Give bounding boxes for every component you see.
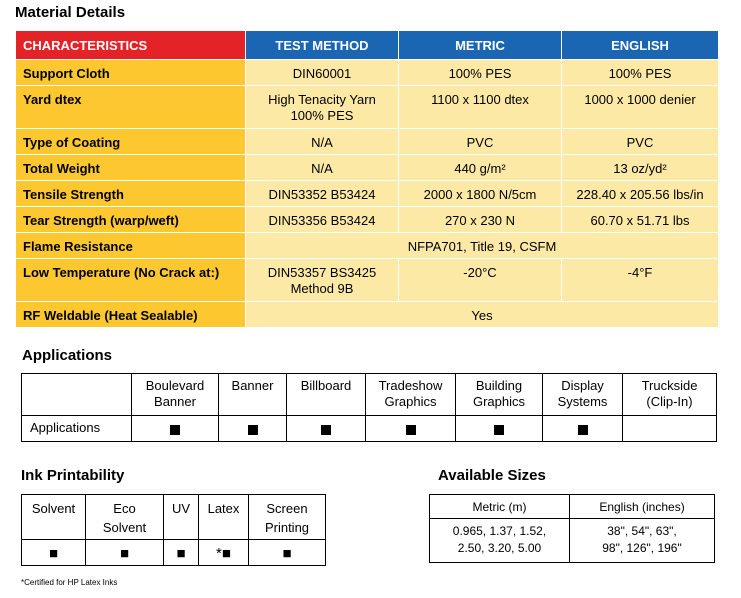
material-test-value: DIN60001 <box>246 60 399 86</box>
ink-mark-cell: ■ <box>86 540 164 566</box>
ink-header: Solvent <box>22 495 86 540</box>
material-details-title: Material Details <box>15 4 126 21</box>
material-test-value: DIN53356 B53424 <box>246 207 399 233</box>
application-check-cell <box>623 416 717 442</box>
material-details-table <box>15 30 719 328</box>
ink-marks-row <box>22 540 326 566</box>
application-check-cell <box>456 416 543 442</box>
material-row <box>16 155 719 181</box>
material-row <box>16 302 719 328</box>
header-test-method: TEST METHOD <box>246 31 399 60</box>
material-test-value: DIN53352 B53424 <box>246 181 399 207</box>
material-english-value: -4°F <box>562 259 719 302</box>
material-row-label: Tear Strength (warp/weft) <box>16 207 246 233</box>
ink-header: Latex <box>199 495 249 540</box>
ink-header: Screen Printing <box>249 495 326 540</box>
sizes-metric-values: 0.965, 1.37, 1.52, 2.50, 3.20, 5.00 <box>430 519 570 563</box>
application-check-cell <box>543 416 623 442</box>
material-english-value: PVC <box>562 129 719 155</box>
material-merged-value: Yes <box>246 302 719 328</box>
ink-header: Eco Solvent <box>86 495 164 540</box>
material-row-label: Tensile Strength <box>16 181 246 207</box>
material-english-value: 13 oz/yd² <box>562 155 719 181</box>
header-characteristics: CHARACTERISTICS <box>16 31 246 60</box>
check-square-icon <box>248 425 258 435</box>
material-row <box>16 181 719 207</box>
application-check-cell <box>287 416 366 442</box>
available-sizes-title: Available Sizes <box>438 467 546 484</box>
header-english: ENGLISH <box>562 31 719 60</box>
applications-title: Applications <box>22 347 113 364</box>
material-test-value: N/A <box>246 155 399 181</box>
header-metric: METRIC <box>399 31 562 60</box>
material-metric-value: 1100 x 1100 dtex <box>399 86 562 129</box>
material-row-label: Yard dtex <box>16 86 246 129</box>
material-english-value: 100% PES <box>562 60 719 86</box>
material-row-label: Flame Resistance <box>16 233 246 259</box>
ink-mark-cell: *■ <box>199 540 249 566</box>
material-metric-value: 440 g/m² <box>399 155 562 181</box>
applications-table <box>21 373 717 442</box>
material-row <box>16 207 719 233</box>
material-row <box>16 86 719 129</box>
application-header: Boulevard Banner <box>132 374 219 416</box>
ink-printability-table <box>21 494 326 566</box>
check-square-icon <box>406 425 416 435</box>
application-header: Building Graphics <box>456 374 543 416</box>
check-square-icon <box>321 425 331 435</box>
sizes-header-metric: Metric (m) <box>430 495 570 519</box>
application-header: Tradeshow Graphics <box>366 374 456 416</box>
check-square-icon <box>494 425 504 435</box>
material-header-row <box>16 31 719 60</box>
application-header: Banner <box>219 374 287 416</box>
material-row-label: RF Weldable (Heat Sealable) <box>16 302 246 328</box>
material-test-value: DIN53357 BS3425 Method 9B <box>246 259 399 302</box>
application-header: Billboard <box>287 374 366 416</box>
sizes-values-row <box>430 519 715 563</box>
ink-printability-title: Ink Printability <box>21 467 125 484</box>
material-english-value: 1000 x 1000 denier <box>562 86 719 129</box>
applications-header-row <box>22 374 717 416</box>
material-row-label: Support Cloth <box>16 60 246 86</box>
material-metric-value: PVC <box>399 129 562 155</box>
material-test-value: N/A <box>246 129 399 155</box>
material-test-value: High Tenacity Yarn 100% PES <box>246 86 399 129</box>
material-metric-value: -20°C <box>399 259 562 302</box>
material-row-label: Low Temperature (No Crack at:) <box>16 259 246 302</box>
applications-row-label: Applications <box>22 416 132 442</box>
material-row <box>16 259 719 302</box>
ink-mark-cell: ■ <box>22 540 86 566</box>
sizes-header-row <box>430 495 715 519</box>
ink-mark-cell: ■ <box>249 540 326 566</box>
footnote: *Certified for HP Latex Inks <box>21 578 118 587</box>
material-metric-value: 100% PES <box>399 60 562 86</box>
material-row <box>16 233 719 259</box>
application-check-cell <box>132 416 219 442</box>
sizes-header-english: English (inches) <box>570 495 715 519</box>
applications-row <box>22 416 717 442</box>
available-sizes-table <box>429 494 715 563</box>
material-row-label: Type of Coating <box>16 129 246 155</box>
ink-mark-cell: ■ <box>164 540 199 566</box>
material-english-value: 60.70 x 51.71 lbs <box>562 207 719 233</box>
ink-header: UV <box>164 495 199 540</box>
material-row <box>16 60 719 86</box>
material-row <box>16 129 719 155</box>
sizes-english-values: 38", 54", 63", 98", 126", 196" <box>570 519 715 563</box>
material-row-label: Total Weight <box>16 155 246 181</box>
application-header: Truckside (Clip-In) <box>623 374 717 416</box>
material-metric-value: 2000 x 1800 N/5cm <box>399 181 562 207</box>
application-check-cell <box>219 416 287 442</box>
material-english-value: 228.40 x 205.56 lbs/in <box>562 181 719 207</box>
applications-corner-cell <box>22 374 132 416</box>
application-check-cell <box>366 416 456 442</box>
material-merged-value: NFPA701, Title 19, CSFM <box>246 233 719 259</box>
application-header: Display Systems <box>543 374 623 416</box>
check-square-icon <box>170 425 180 435</box>
check-square-icon <box>578 425 588 435</box>
ink-header-row <box>22 495 326 540</box>
material-metric-value: 270 x 230 N <box>399 207 562 233</box>
